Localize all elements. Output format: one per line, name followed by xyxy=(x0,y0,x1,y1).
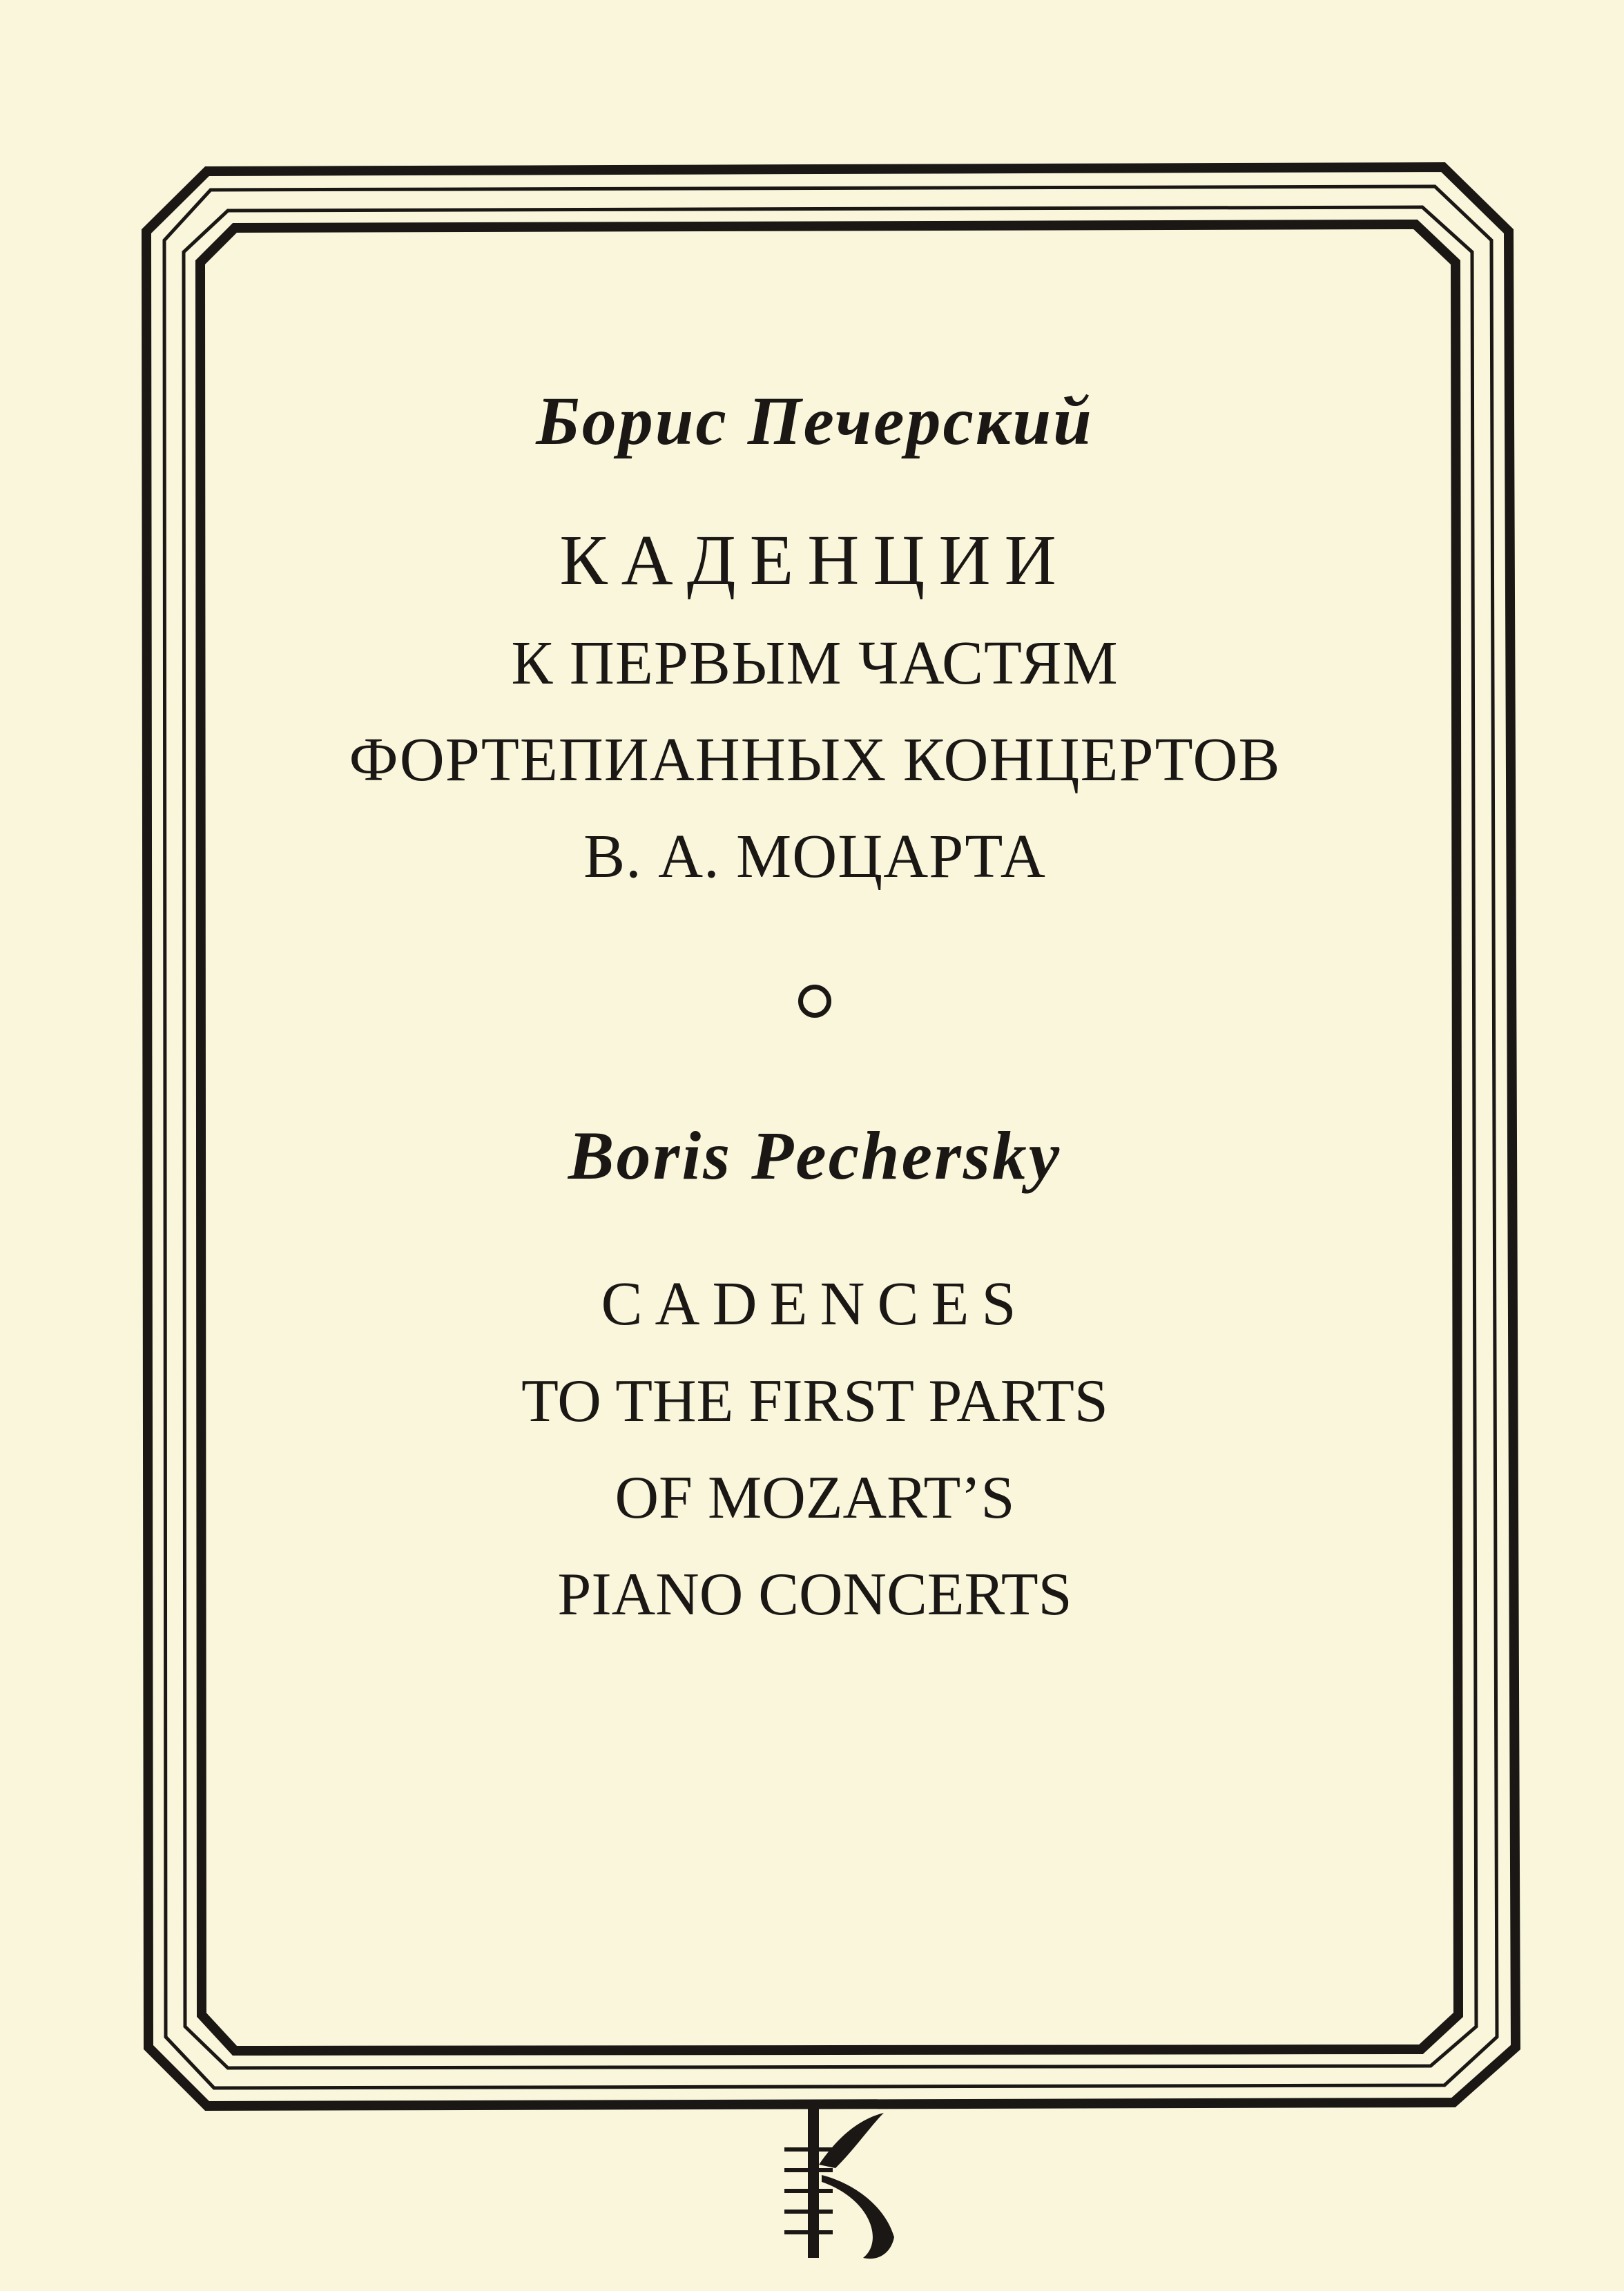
publisher-logo-icon xyxy=(780,2099,905,2265)
subtitle-ru-line-2: ФОРТЕПИАННЫХ КОНЦЕРТОВ xyxy=(349,726,1281,794)
author-name-ru: Борис Печерский xyxy=(536,383,1094,459)
work-title-ru: КАДЕНЦИИ xyxy=(559,521,1070,600)
author-name-en: Boris Pechersky xyxy=(568,1117,1062,1194)
cover-text-block xyxy=(207,383,1422,1628)
subtitle-en-line-3: PIANO CONCERTS xyxy=(557,1561,1072,1628)
subtitle-ru-line-1: К ПЕРВЫМ ЧАСТЯМ xyxy=(511,629,1119,697)
circle-ornament-icon xyxy=(798,985,831,1018)
subtitle-en-line-2: OF MOZART’S xyxy=(615,1464,1015,1531)
subtitle-en-line-1: TO THE FIRST PARTS xyxy=(521,1368,1108,1435)
work-title-en: CADENCES xyxy=(601,1270,1029,1338)
subtitle-ru-line-3: В. А. МОЦАРТА xyxy=(583,822,1046,891)
